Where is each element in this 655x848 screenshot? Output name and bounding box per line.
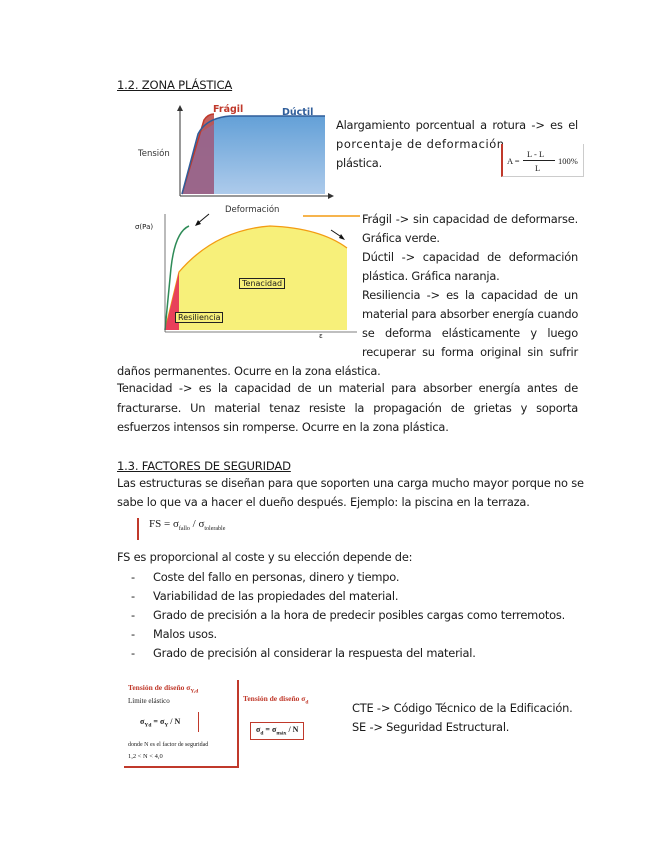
box2-formula-rest: = σ (265, 725, 277, 734)
box1-formula-tail: / N (170, 717, 181, 726)
box1-formula-sigma: σ (140, 717, 145, 726)
box2-title (243, 694, 308, 706)
box2-formula-sub: d (260, 730, 264, 737)
alargamiento-line-3: plástica. (336, 156, 383, 170)
box2-formula (250, 722, 304, 740)
y-axis-arrow (177, 105, 183, 111)
label-resiliencia: Resiliencia (175, 312, 223, 323)
right-line-8: recuperar su forma original sin sufrir (362, 345, 578, 359)
label-ductil: Dúctil (282, 107, 314, 118)
box2-formula-sigma: σ (256, 725, 261, 734)
label-deformacion: Deformación (225, 205, 280, 215)
stress-strain-svg (120, 104, 335, 219)
formula-fs-lhs: FS = (149, 518, 171, 530)
toughness-svg (135, 208, 360, 340)
box1-title (128, 683, 198, 695)
formula-fs (137, 518, 225, 540)
box2-formula-tail: / N (288, 725, 299, 734)
full-line-4: esfuerzos intensos sin romperse. Ocurre en la zona plástica. (117, 420, 449, 434)
formula-fs-slash: / (192, 518, 196, 530)
toughness-resilience-chart (135, 208, 360, 340)
proportional-line: FS es proporcional al coste y su elección depende de: (117, 550, 413, 564)
box1-marker (198, 712, 199, 732)
box1-line1: Límite elástico (128, 697, 170, 705)
right-line-6: material para absorber energía cuando (362, 307, 579, 321)
formula-alargamiento-box (501, 144, 584, 177)
list-item: - Variabilidad de las propiedades del material. (153, 589, 398, 603)
full-line-2: Tenacidad -> es la capacidad de un material para absorber energía antes de (117, 381, 578, 395)
chart2-ylabel: σ(Pa) (135, 223, 154, 231)
formula-fs-sub-a: fallo (178, 526, 190, 533)
right-line-3: Dúctil -> capacidad de deformación (362, 250, 578, 264)
label-fragil: Frágil (213, 104, 244, 115)
intro-line-1: Las estructuras se diseñan para que soporten una carga mucho mayor porque no se (117, 476, 584, 490)
formula-fs-sigma-a: σ (172, 518, 179, 530)
x-axis-arrow (328, 193, 334, 199)
label-tenacidad: Tenacidad (239, 278, 285, 289)
formula-a-lhs: A = (507, 156, 520, 166)
right-line-2: Gráfica verde. (362, 231, 440, 245)
box2-formula-sub2: máx (276, 730, 287, 737)
design-stress-box-max (243, 694, 343, 744)
box1-note2: 1,2 < N < 4,0 (128, 753, 163, 760)
formula-a-denominator: L (535, 163, 541, 173)
list-item: - Grado de precisión a la hora de predecir posibles cargas como terremotos. (153, 608, 565, 622)
box1-title-sub: Y,d (190, 688, 199, 695)
list-item: - Malos usos. (153, 627, 217, 641)
box1-formula-rest: = σ (153, 717, 165, 726)
formula-fs-sub-b: tolerable (204, 526, 226, 533)
intro-line-2: sabe lo que va a hacer el dueño después. Ejemplo: la piscina en la terraza. (117, 495, 530, 509)
stress-strain-chart-fragil-ductil (120, 104, 335, 219)
right-line-1: Frágil -> sin capacidad de deformarse. (362, 212, 578, 226)
right-line-5: Resiliencia -> es la capacidad de un (362, 288, 578, 302)
cte-line-1: CTE -> Código Técnico de la Edificación. (352, 701, 573, 715)
cte-line-2: SE -> Seguridad Estructural. (352, 720, 510, 734)
full-line-3: fracturarse. Un material tenaz resiste la propagación de grietas y soporta (117, 401, 578, 415)
box1-formula-sub2: Y (164, 722, 169, 729)
right-line-4: plástica. Gráfica naranja. (362, 269, 500, 283)
list-item: - Coste del fallo en personas, dinero y tiempo. (153, 570, 399, 584)
box1-formula (140, 717, 180, 729)
formula-a-tail: 100% (558, 156, 578, 166)
full-line-1: daños permanentes. Ocurre en la zona elástica. (117, 364, 381, 378)
formula-a-fraction-bar (523, 160, 555, 161)
formula-a-numerator: L - L (527, 149, 545, 159)
box2-title-text: Tensión de diseño σ (243, 694, 306, 703)
chart2-xlabel: ε (319, 332, 323, 340)
formula-fs-sigma-b: σ (198, 518, 205, 530)
label-tension: Tensión (138, 149, 170, 159)
box1-note1: donde N es el factor de seguridad (128, 742, 209, 748)
section-heading-zona-plastica: 1.2. ZONA PLÁSTICA (117, 78, 233, 92)
design-stress-box-yield (124, 680, 239, 768)
alargamiento-line-1: Alargamiento porcentual a rotura -> es el (336, 118, 578, 132)
right-line-7: se deforma elásticamente y luego (362, 326, 578, 340)
orange-pointer-head (339, 234, 345, 240)
list-item: - Grado de precisión al considerar la respuesta del material. (153, 646, 476, 660)
box1-title-text: Tensión de diseño σ (128, 683, 191, 692)
box2-title-sub: d (305, 699, 309, 706)
box1-formula-sub: Yd (144, 722, 152, 729)
alargamiento-line-2: porcentaje de deformación (336, 137, 505, 151)
section-heading-factores-seguridad: 1.3. FACTORES DE SEGURIDAD (117, 459, 291, 473)
